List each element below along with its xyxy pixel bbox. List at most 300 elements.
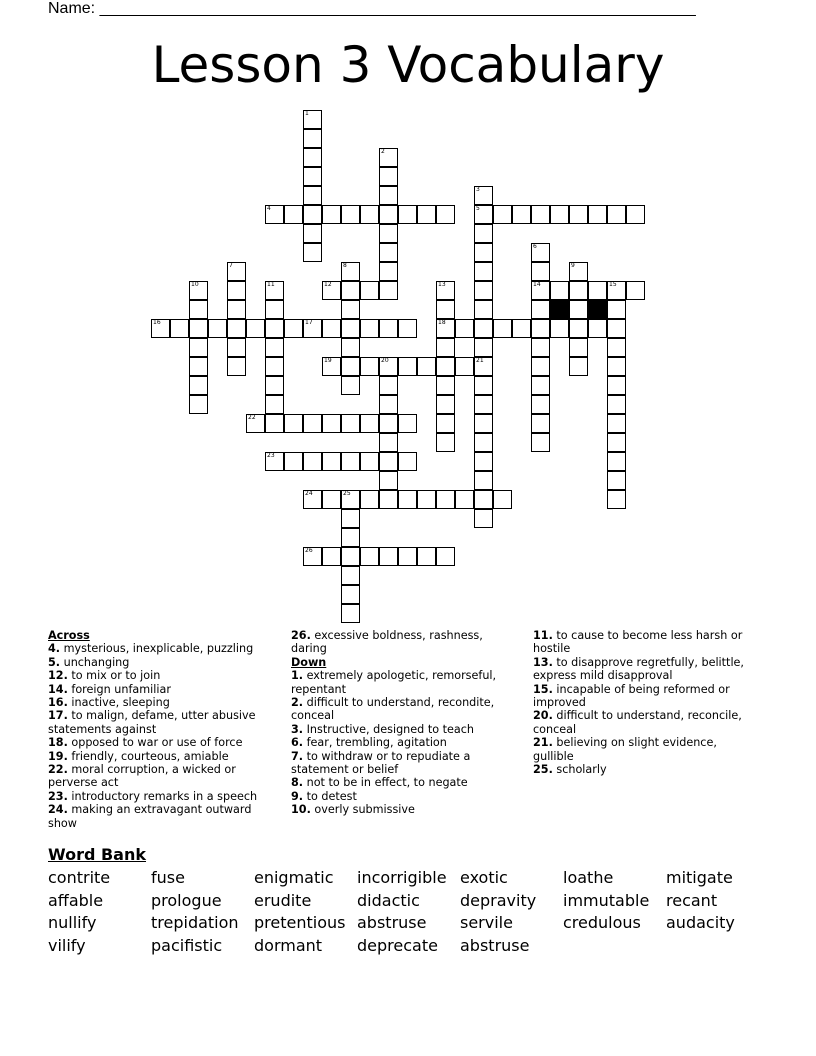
clue-text: scholarly — [552, 763, 607, 777]
crossword-cell[interactable] — [265, 395, 284, 414]
clue-number-label: 13. — [533, 655, 553, 669]
crossword-cell[interactable] — [398, 490, 417, 509]
crossword-cell[interactable] — [512, 319, 531, 338]
crossword-cell[interactable] — [607, 281, 626, 300]
clues-column-1 — [48, 629, 266, 830]
clue-number-label: 5. — [48, 655, 61, 669]
crossword-cell[interactable] — [379, 471, 398, 490]
clue-text: mysterious, inexplicable, puzzling — [60, 642, 254, 656]
down-clue — [533, 629, 751, 656]
crossword-cell[interactable] — [531, 300, 550, 319]
clue-number-label: 10. — [291, 803, 311, 817]
crossword-cell[interactable] — [265, 300, 284, 319]
crossword-cell[interactable] — [360, 547, 379, 566]
word-bank-word: depravity — [460, 890, 537, 910]
crossword-cell[interactable] — [436, 376, 455, 395]
clue-text: to detest — [303, 789, 357, 803]
clue-number-label: 25. — [533, 763, 553, 777]
word-bank-word: loathe — [563, 868, 614, 887]
crossword-cell[interactable] — [170, 319, 189, 338]
crossword-cell[interactable] — [474, 376, 493, 395]
word-bank-word: mitigate — [666, 868, 733, 887]
crossword-cell[interactable] — [322, 452, 341, 471]
word-bank-word: recant — [666, 890, 718, 910]
crossword-cell[interactable] — [265, 452, 284, 471]
crossword-cell[interactable] — [379, 167, 398, 186]
crossword-cell[interactable] — [303, 129, 322, 148]
crossword-cell[interactable] — [398, 547, 417, 566]
clue-number-label: 26. — [291, 629, 311, 642]
crossword-cell[interactable] — [303, 452, 322, 471]
crossword-cell[interactable] — [322, 414, 341, 433]
crossword-cell[interactable] — [341, 414, 360, 433]
clue-text: unchanging — [60, 655, 130, 669]
crossword-cell[interactable] — [322, 205, 341, 224]
crossword-cell[interactable] — [436, 547, 455, 566]
word-bank-word: vilify — [48, 935, 86, 955]
crossword-cell[interactable] — [227, 262, 246, 281]
crossword-cell[interactable] — [379, 243, 398, 262]
crossword-cell[interactable] — [436, 433, 455, 452]
crossword-cell[interactable] — [227, 319, 246, 338]
down-clue — [291, 669, 509, 696]
across-heading: Across — [48, 629, 90, 642]
clue-number: 8 — [343, 262, 347, 269]
crossword-cell[interactable] — [303, 148, 322, 167]
clue-number-label: 7. — [291, 749, 304, 763]
clues-column-3 — [533, 629, 751, 776]
crossword-cell[interactable] — [341, 604, 360, 623]
clue-number-label: 17. — [48, 709, 68, 723]
crossword-cell[interactable] — [398, 205, 417, 224]
crossword-cell[interactable] — [341, 262, 360, 281]
crossword-cell[interactable] — [474, 433, 493, 452]
word-bank-word: prologue — [151, 890, 222, 910]
word-bank-word: abstruse — [460, 935, 530, 955]
crossword-cell[interactable] — [322, 281, 341, 300]
crossword-cell[interactable] — [379, 205, 398, 224]
clue-number: 2 — [381, 148, 385, 155]
crossword-cell[interactable] — [607, 414, 626, 433]
crossword-cell[interactable] — [531, 357, 550, 376]
crossword-cell[interactable] — [284, 414, 303, 433]
clue-text: overly submissive — [310, 803, 415, 817]
crossword-cell[interactable] — [607, 376, 626, 395]
crossword-cell[interactable] — [531, 395, 550, 414]
crossword-cell[interactable] — [303, 243, 322, 262]
crossword-cell[interactable] — [303, 547, 322, 566]
crossword-cell[interactable] — [569, 300, 588, 319]
crossword-cell[interactable] — [417, 205, 436, 224]
clue-number-label: 18. — [48, 736, 68, 750]
crossword-cell[interactable] — [531, 414, 550, 433]
crossword-black-cell — [588, 300, 607, 319]
clue-number: 7 — [229, 262, 233, 269]
crossword-cell[interactable] — [151, 319, 170, 338]
crossword-cell[interactable] — [303, 167, 322, 186]
crossword-cell[interactable] — [341, 566, 360, 585]
clue-text: foreign unfamiliar — [67, 682, 171, 696]
crossword-cell[interactable] — [398, 319, 417, 338]
clue-number-label: 1. — [291, 669, 304, 683]
crossword-cell[interactable] — [189, 376, 208, 395]
clue-text: believing on slight evidence, gullible — [533, 736, 717, 763]
crossword-cell[interactable] — [284, 452, 303, 471]
crossword-cell[interactable] — [474, 186, 493, 205]
crossword-cell[interactable] — [607, 433, 626, 452]
clue-number: 4 — [267, 205, 271, 212]
crossword-cell[interactable] — [474, 490, 493, 509]
word-bank-word: deprecate — [357, 935, 438, 955]
crossword-cell[interactable] — [284, 205, 303, 224]
crossword-cell[interactable] — [265, 414, 284, 433]
crossword-cell[interactable] — [360, 452, 379, 471]
crossword-cell[interactable] — [531, 262, 550, 281]
crossword-cell[interactable] — [512, 205, 531, 224]
down-clue — [291, 750, 509, 777]
word-bank — [48, 868, 808, 958]
word-bank-word: incorrigible — [357, 868, 447, 887]
crossword-cell[interactable] — [379, 414, 398, 433]
crossword-cell[interactable] — [398, 357, 417, 376]
clue-number-label: 22. — [48, 763, 68, 777]
across-clue — [48, 642, 266, 655]
crossword-cell[interactable] — [607, 300, 626, 319]
clue-number-label: 12. — [48, 669, 68, 683]
clue-number: 5 — [476, 205, 480, 212]
crossword-cell[interactable] — [531, 281, 550, 300]
clue-text: excessive boldness, rashness, daring — [291, 629, 483, 656]
crossword-cell[interactable] — [265, 319, 284, 338]
clue-number-label: 2. — [291, 696, 304, 710]
clue-text: friendly, courteous, amiable — [67, 749, 229, 763]
clue-text: difficult to understand, reconcile, conceal — [533, 709, 742, 736]
crossword-cell[interactable] — [531, 243, 550, 262]
clue-text: difficult to understand, recondite, conceal — [291, 696, 495, 723]
word-bank-word: erudite — [254, 890, 312, 910]
word-bank-word: nullify — [48, 913, 97, 933]
crossword-cell[interactable] — [436, 490, 455, 509]
clue-number-label: 24. — [48, 803, 68, 817]
word-bank-word: credulous — [563, 913, 641, 933]
crossword-cell[interactable] — [626, 205, 645, 224]
crossword-cell[interactable] — [474, 319, 493, 338]
crossword-cell[interactable] — [341, 585, 360, 604]
crossword-cell[interactable] — [436, 414, 455, 433]
crossword-cell[interactable] — [493, 205, 512, 224]
crossword-cell[interactable] — [303, 186, 322, 205]
crossword-cell[interactable] — [341, 281, 360, 300]
down-clue — [291, 803, 509, 816]
crossword-cell[interactable] — [607, 471, 626, 490]
clue-number-label: 21. — [533, 736, 553, 750]
crossword-cell[interactable] — [436, 357, 455, 376]
crossword-cell[interactable] — [303, 110, 322, 129]
crossword-cell[interactable] — [607, 395, 626, 414]
crossword-cell[interactable] — [379, 490, 398, 509]
crossword-cell[interactable] — [208, 319, 227, 338]
clue-text: to withdraw or to repudiate a statement or belief — [291, 749, 471, 777]
down-clue — [533, 763, 751, 776]
crossword-cell[interactable] — [379, 395, 398, 414]
crossword-cell[interactable] — [341, 338, 360, 357]
crossword-cell[interactable] — [379, 452, 398, 471]
crossword-cell[interactable] — [455, 357, 474, 376]
clue-text: making an extravagant outward show — [48, 803, 252, 830]
crossword-cell[interactable] — [455, 319, 474, 338]
word-bank-word: trepidation — [151, 913, 239, 933]
crossword-cell[interactable] — [493, 490, 512, 509]
crossword-cell[interactable] — [531, 433, 550, 452]
crossword-cell[interactable] — [341, 376, 360, 395]
crossword-cell[interactable] — [531, 205, 550, 224]
crossword-cell[interactable] — [436, 205, 455, 224]
clue-number: 1 — [305, 110, 309, 117]
crossword-cell[interactable] — [607, 205, 626, 224]
crossword-cell[interactable] — [569, 338, 588, 357]
crossword-cell[interactable] — [474, 243, 493, 262]
crossword-cell[interactable] — [189, 338, 208, 357]
clue-number: 16 — [153, 319, 161, 326]
word-bank-word: audacity — [666, 913, 735, 933]
crossword-cell[interactable] — [360, 281, 379, 300]
clue-number-label: 16. — [48, 696, 68, 710]
crossword-cell[interactable] — [588, 281, 607, 300]
crossword-cell[interactable] — [398, 452, 417, 471]
clue-number-label: 8. — [291, 776, 304, 790]
word-bank-word: dormant — [254, 935, 323, 955]
clue-text: to mix or to join — [67, 669, 161, 683]
crossword-cell[interactable] — [189, 319, 208, 338]
word-bank-word: immutable — [563, 890, 650, 910]
crossword-black-cell — [550, 300, 569, 319]
word-bank-word: fuse — [151, 868, 185, 887]
clue-number-label: 4. — [48, 642, 61, 656]
clue-number-label: 3. — [291, 722, 304, 736]
down-clue — [291, 790, 509, 803]
word-bank-word: pacifistic — [151, 935, 223, 955]
crossword-cell[interactable] — [474, 471, 493, 490]
crossword-cell[interactable] — [360, 319, 379, 338]
across-clue — [291, 629, 509, 656]
crossword-cell[interactable] — [474, 338, 493, 357]
crossword-cell[interactable] — [246, 414, 265, 433]
crossword-cell[interactable] — [474, 357, 493, 376]
crossword-cell[interactable] — [531, 376, 550, 395]
crossword-cell[interactable] — [379, 281, 398, 300]
page-title: Lesson 3 Vocabulary — [151, 36, 665, 94]
crossword-cell[interactable] — [265, 338, 284, 357]
clue-text: opposed to war or use of force — [67, 736, 243, 750]
word-bank-word: pretentious — [254, 913, 346, 933]
crossword-cell[interactable] — [474, 395, 493, 414]
crossword-cell[interactable] — [322, 357, 341, 376]
crossword-cell[interactable] — [303, 414, 322, 433]
crossword-cell[interactable] — [341, 452, 360, 471]
clue-number: 15 — [609, 281, 617, 288]
crossword-cell[interactable] — [626, 281, 645, 300]
clue-text: inactive, sleeping — [67, 696, 170, 710]
clue-number: 21 — [476, 357, 484, 364]
crossword-cell[interactable] — [265, 281, 284, 300]
clue-number: 10 — [191, 281, 199, 288]
crossword-cell[interactable] — [341, 319, 360, 338]
crossword-cell[interactable] — [417, 547, 436, 566]
crossword-cell[interactable] — [607, 452, 626, 471]
crossword-cell[interactable] — [341, 205, 360, 224]
crossword-cell[interactable] — [417, 357, 436, 376]
crossword-cell[interactable] — [474, 509, 493, 528]
clue-text: incapable of being reformed or improved — [533, 682, 730, 710]
clue-number-label: 23. — [48, 789, 68, 803]
clue-number: 3 — [476, 186, 480, 193]
crossword-cell[interactable] — [398, 414, 417, 433]
crossword-cell[interactable] — [531, 338, 550, 357]
across-clue — [48, 709, 266, 736]
clue-number: 19 — [324, 357, 332, 364]
clue-text: to malign, defame, utter abusive statements against — [48, 709, 256, 736]
across-clue — [48, 656, 266, 669]
crossword-cell[interactable] — [379, 547, 398, 566]
clue-number: 14 — [533, 281, 541, 288]
crossword-cell[interactable] — [379, 357, 398, 376]
across-clue — [48, 790, 266, 803]
clue-text: to cause to become less harsh or hostile — [533, 629, 743, 656]
crossword-cell[interactable] — [455, 490, 474, 509]
crossword-cell[interactable] — [588, 319, 607, 338]
crossword-cell[interactable] — [246, 319, 265, 338]
clue-text: introductory remarks in a speech — [67, 789, 258, 803]
down-clue — [291, 696, 509, 723]
crossword-cell[interactable] — [569, 357, 588, 376]
clue-number: 26 — [305, 547, 313, 554]
crossword-cell[interactable] — [379, 376, 398, 395]
crossword-cell[interactable] — [303, 224, 322, 243]
crossword-cell[interactable] — [379, 262, 398, 281]
crossword-cell[interactable] — [474, 452, 493, 471]
crossword-cell[interactable] — [379, 319, 398, 338]
crossword-cell[interactable] — [474, 205, 493, 224]
crossword-cell[interactable] — [265, 205, 284, 224]
clues-column-2 — [291, 629, 509, 817]
crossword-cell[interactable] — [474, 224, 493, 243]
crossword-cell[interactable] — [550, 205, 569, 224]
crossword-cell[interactable] — [227, 338, 246, 357]
crossword-cell[interactable] — [341, 300, 360, 319]
clue-number-label: 15. — [533, 682, 553, 696]
crossword-cell[interactable] — [341, 509, 360, 528]
crossword-cell[interactable] — [550, 281, 569, 300]
crossword-cell[interactable] — [189, 395, 208, 414]
crossword-cell[interactable] — [417, 490, 436, 509]
crossword-cell[interactable] — [265, 357, 284, 376]
word-bank-word: enigmatic — [254, 868, 334, 887]
crossword-cell[interactable] — [189, 300, 208, 319]
crossword-cell[interactable] — [436, 338, 455, 357]
crossword-cell[interactable] — [341, 490, 360, 509]
crossword-cell[interactable] — [569, 262, 588, 281]
across-clue — [48, 763, 266, 790]
crossword-cell[interactable] — [341, 357, 360, 376]
crossword-cell[interactable] — [341, 528, 360, 547]
crossword-cell[interactable] — [379, 433, 398, 452]
crossword-cell[interactable] — [360, 414, 379, 433]
crossword-cell[interactable] — [569, 281, 588, 300]
crossword-cell[interactable] — [569, 319, 588, 338]
crossword-cell[interactable] — [493, 319, 512, 338]
crossword-cell[interactable] — [360, 357, 379, 376]
crossword-cell[interactable] — [227, 281, 246, 300]
crossword-cell[interactable] — [341, 547, 360, 566]
crossword-cell[interactable] — [607, 357, 626, 376]
crossword-cell[interactable] — [569, 205, 588, 224]
down-clue — [533, 736, 751, 763]
down-heading: Down — [291, 655, 327, 669]
crossword-cell[interactable] — [379, 224, 398, 243]
crossword-cell[interactable] — [360, 490, 379, 509]
crossword-cell[interactable] — [474, 262, 493, 281]
across-clue — [48, 750, 266, 763]
word-bank-word: abstruse — [357, 913, 427, 933]
clue-number: 11 — [267, 281, 275, 288]
crossword-cell[interactable] — [284, 319, 303, 338]
clue-number-label: 19. — [48, 749, 68, 763]
clue-text: not to be in effect, to negate — [303, 776, 468, 790]
crossword-cell[interactable] — [265, 376, 284, 395]
crossword-cell[interactable] — [303, 319, 322, 338]
word-bank-word: contrite — [48, 868, 111, 887]
down-clue — [533, 709, 751, 736]
down-clue — [291, 776, 509, 789]
crossword-cell[interactable] — [379, 148, 398, 167]
clue-text: extremely apologetic, remorseful, repentant — [291, 669, 497, 696]
crossword-cell[interactable] — [607, 338, 626, 357]
crossword-cell[interactable] — [322, 319, 341, 338]
crossword-cell[interactable] — [607, 319, 626, 338]
clue-number-label: 11. — [533, 629, 553, 642]
crossword-cell[interactable] — [303, 205, 322, 224]
crossword-cell[interactable] — [474, 414, 493, 433]
crossword-cell[interactable] — [189, 357, 208, 376]
down-clue — [291, 736, 509, 749]
crossword-cell[interactable] — [474, 281, 493, 300]
crossword-cell[interactable] — [436, 319, 455, 338]
clue-number: 23 — [267, 452, 275, 459]
across-clue — [48, 683, 266, 696]
crossword-cell[interactable] — [189, 281, 208, 300]
crossword-cell[interactable] — [360, 205, 379, 224]
word-bank-word: servile — [460, 913, 513, 933]
clue-number: 13 — [438, 281, 446, 288]
clue-number: 9 — [571, 262, 575, 269]
crossword-cell[interactable] — [550, 319, 569, 338]
crossword-cell[interactable] — [227, 357, 246, 376]
crossword-cell[interactable] — [322, 490, 341, 509]
crossword-cell[interactable] — [322, 547, 341, 566]
crossword-cell[interactable] — [436, 300, 455, 319]
crossword-cell[interactable] — [531, 319, 550, 338]
crossword-cell[interactable] — [436, 281, 455, 300]
clue-number: 25 — [343, 490, 351, 497]
crossword-cell[interactable] — [474, 300, 493, 319]
crossword-cell[interactable] — [588, 205, 607, 224]
clue-text: to disapprove regretfully, belittle, express mild disapproval — [533, 655, 744, 683]
crossword-cell[interactable] — [436, 395, 455, 414]
crossword-cell[interactable] — [379, 186, 398, 205]
crossword-cell[interactable] — [607, 490, 626, 509]
crossword-cell[interactable] — [227, 300, 246, 319]
crossword-cell[interactable] — [303, 490, 322, 509]
